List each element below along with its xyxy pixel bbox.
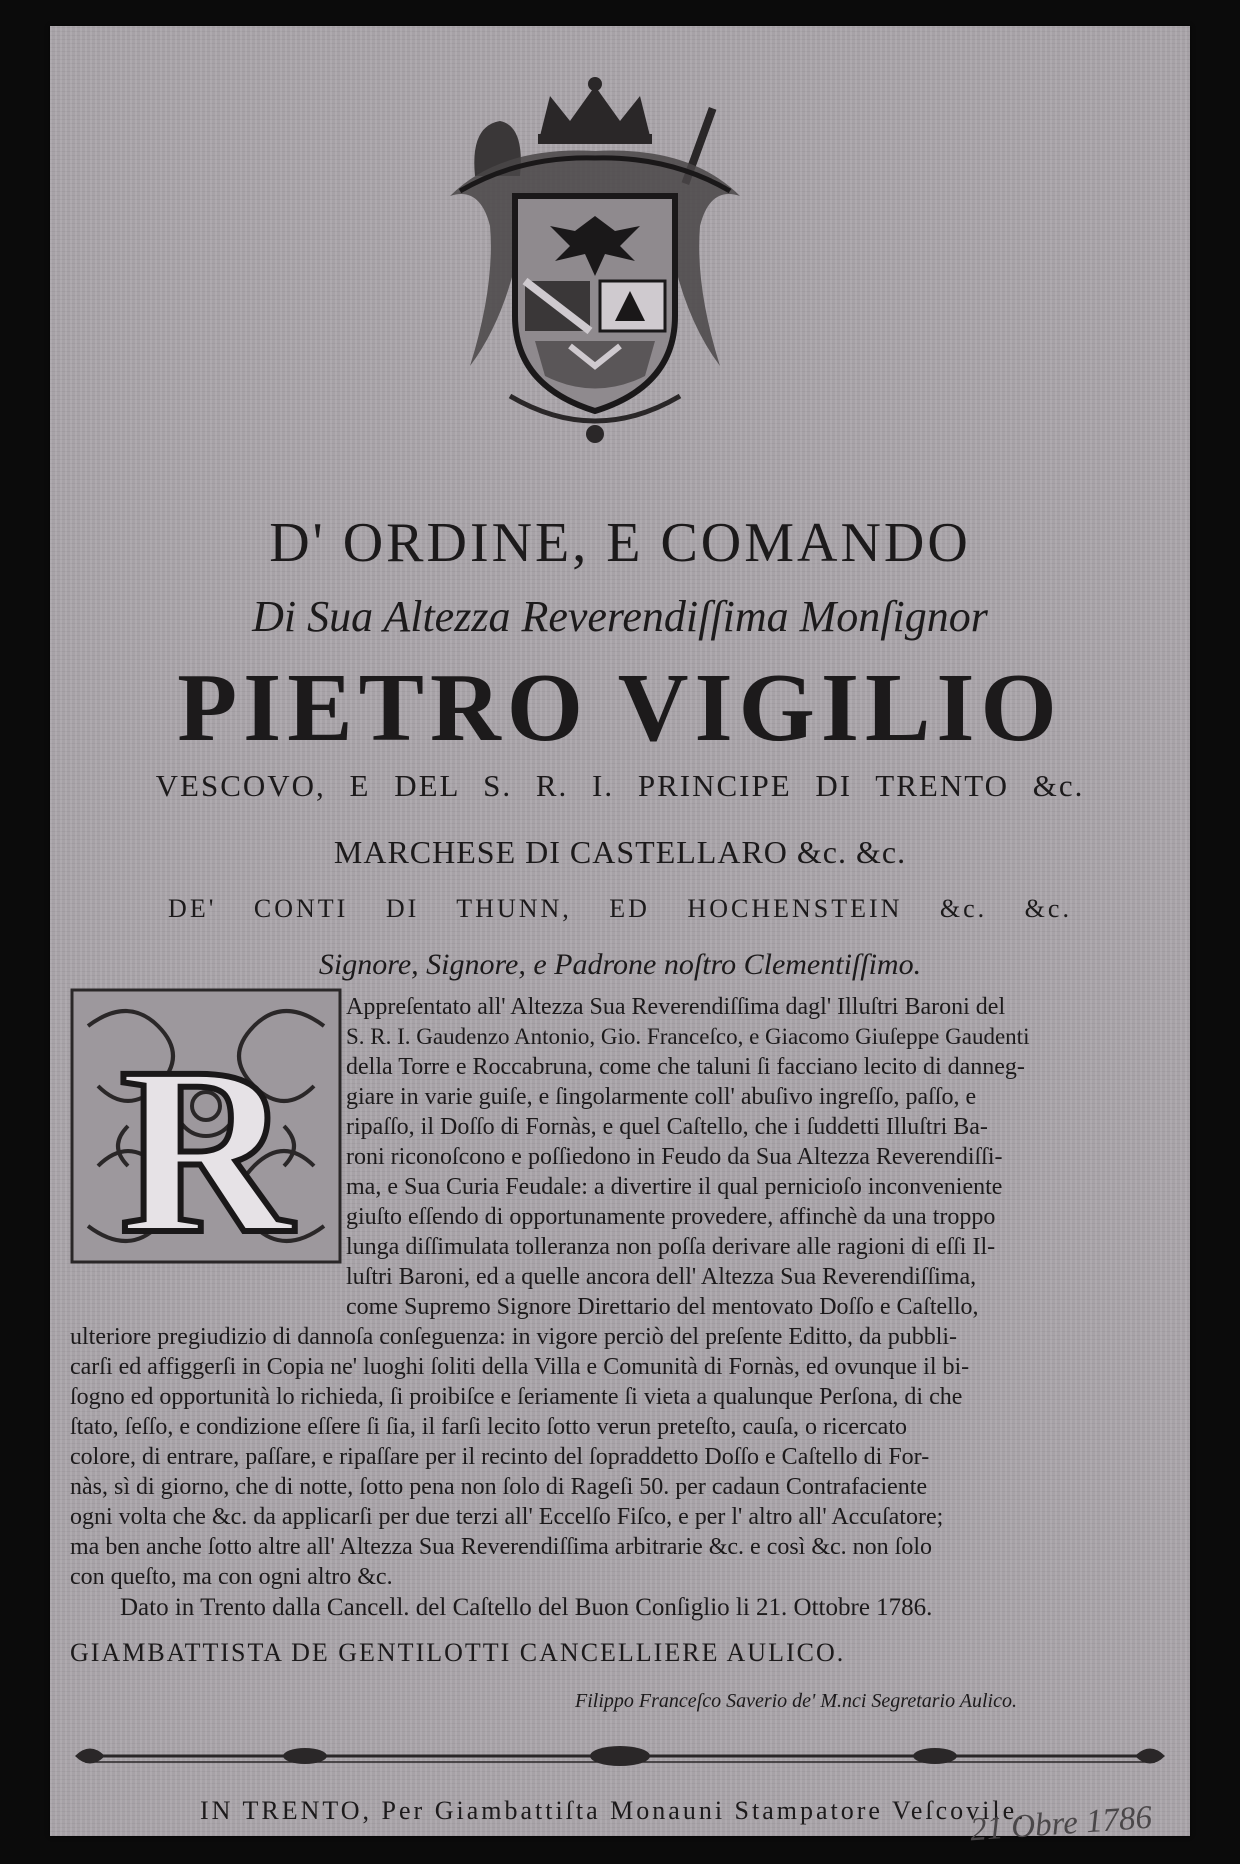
decorated-initial-r <box>68 986 344 1266</box>
issue-date-line: Dato in Trento dalla Cancell. del Caſtello del Buon Conſiglio li 21. Ottobre 1786. <box>120 1594 933 1621</box>
text-line: roni riconoſcono e poſſiedono in Feudo da Sua Altezza Reverendiſſi- <box>346 1144 1003 1170</box>
issuer-salutation: Signore, Signore, e Padrone noſtro Clementiſſimo. <box>318 948 922 981</box>
ornamental-divider <box>65 1736 1175 1776</box>
text-line: come Supremo Signore Direttario del mentovato Doſſo e Caſtello, <box>346 1294 979 1320</box>
text-line: luſtri Baroni, ed a quelle ancora dell' Altezza Sua Reverendiſſima, <box>346 1264 977 1290</box>
text-line: ogni volta che &c. da applicarſi per due terzi all' Eccelſo Fiſco, e per l' altro all' Accuſatore; <box>70 1504 944 1530</box>
text-line: nàs, sì di giorno, che di notte, ſotto pena non ſolo di Rageſi 50. per cadaun Contrafaciente <box>70 1474 928 1500</box>
text-line: della Torre e Roccabruna, come che taluni ſi facciano lecito di danneg- <box>346 1054 1025 1080</box>
text-line: Appreſentato all' Altezza Sua Reverendiſſima dagl' Illuſtri Baroni del <box>346 994 1006 1020</box>
text-line: giare in varie guiſe, e ſingolarmente coll' abuſivo ingreſſo, paſſo, e <box>346 1084 977 1110</box>
text-line: S. R. I. Gaudenzo Antonio, Gio. Franceſco, e Giacomo Giuſeppe Gaudenti <box>346 1024 1030 1049</box>
svg-text:R: R <box>119 1017 293 1266</box>
handwritten-annotation: 21 Obre 1786 <box>968 1799 1154 1849</box>
text-line: ſtato, ſeſſo, e condizione eſſere ſi ſia, il farſi lecito ſotto verun preteſto, cauſa, o ricercato <box>70 1414 907 1440</box>
issuer-name: PIETRO VIGILIO <box>177 654 1063 762</box>
issuer-title-bishop: VESCOVO, E DEL S. R. I. PRINCIPE DI TRENTO &c. <box>155 768 1085 803</box>
chancellor-signature: GIAMBATTISTA DE GENTILOTTI CANCELLIERE AULICO. <box>70 1638 846 1667</box>
text-line: colore, di entrare, paſſare, e ripaſſare per il recinto del ſopraddetto Doſſo e Caſtello di For- <box>70 1444 930 1470</box>
text-line: ſogno ed opportunità lo richieda, ſi proibiſce e ſeriamente ſi vieta a qualunque Perſona, di che <box>70 1384 963 1410</box>
text-line: ma, e Sua Curia Feudale: a divertire il qual pernicioſo inconveniente <box>346 1174 1003 1200</box>
coat-of-arms-emblem <box>440 66 750 456</box>
printer-imprint: IN TRENTO, Per Giambattiſta Monauni Stampatore Veſcovile. <box>200 1796 1027 1825</box>
issuer-title-counts: DE' CONTI DI THUNN, ED HOCHENSTEIN &c. &c. <box>168 894 1072 923</box>
text-line: giuſto eſſendo di opportunamente provedere, affinchè da una troppo <box>346 1204 996 1230</box>
edict-sheet <box>50 26 1190 1849</box>
edict-heading: D' ORDINE, E COMANDO <box>269 512 971 574</box>
text-line: lunga diſſimulata tolleranza non poſſa derivare alle ragioni di eſſi Il- <box>346 1234 996 1260</box>
edict-subheading: Di Sua Altezza Reverendiſſima Monſignor <box>252 592 988 641</box>
secretary-signature: Filippo Franceſco Saverio de' M.nci Segretario Aulico. <box>575 1690 1017 1712</box>
text-line: ma ben anche ſotto altre all' Altezza Sua Reverendiſſima arbitrarie &c. e così &c. non ſolo <box>70 1534 933 1560</box>
text-line: ulteriore pregiudizio di dannoſa conſeguenza: in vigore perciò del preſente Editto, da pubbli- <box>70 1324 958 1350</box>
text-line: con queſto, ma con ogni altro &c. <box>70 1564 393 1590</box>
text-line: ripaſſo, il Doſſo di Fornàs, e quel Caſtello, che i ſuddetti Illuſtri Ba- <box>346 1114 988 1140</box>
issuer-title-marquis: MARCHESE DI CASTELLARO &c. &c. <box>333 834 907 870</box>
text-line: carſi ed affiggerſi in Copia ne' luoghi ſoliti della Villa e Comunità di Fornàs, ed ovunque il bi- <box>70 1354 970 1380</box>
